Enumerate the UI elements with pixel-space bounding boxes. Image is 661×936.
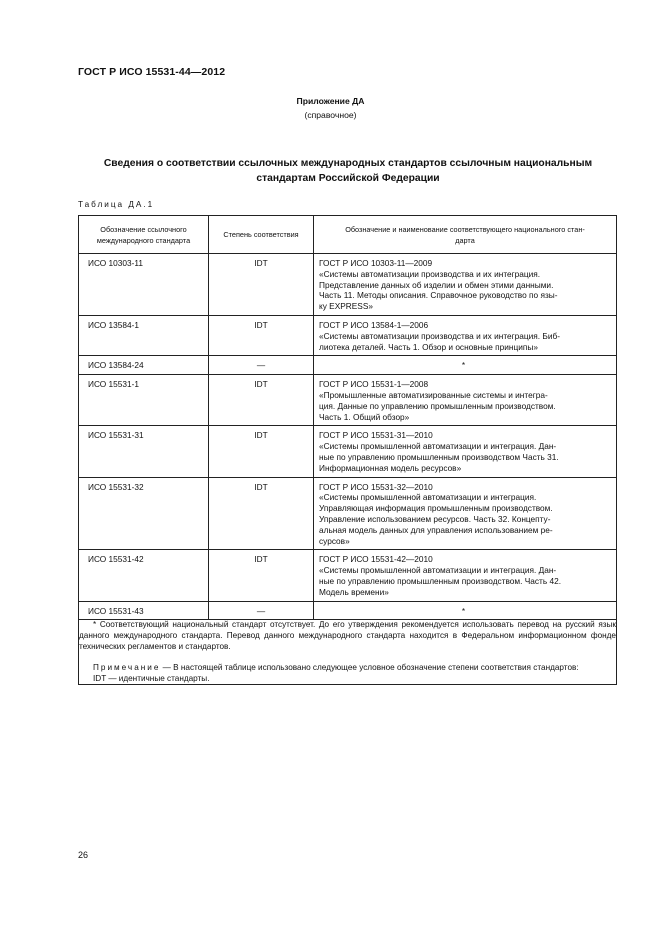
header-line: международного стандарта [96, 235, 191, 245]
text-line: Управление использованием ресурсов. Часть 32. Концепту- [319, 513, 551, 524]
cell-international-standard [79, 426, 209, 477]
table-row [79, 601, 617, 620]
text-line: Представление данных об изделии и обмен этими данными. [319, 279, 554, 290]
text-line: Модель времени» [319, 586, 389, 597]
cell-national-standard [314, 356, 617, 375]
text-line: ные по управлению промышленным производством. Часть 42. [319, 575, 561, 586]
text-line: «Системы автоматизации производства и их интеграция. Биб- [319, 330, 560, 341]
table-row [79, 254, 617, 316]
text-line: ГОСТ Р ИСО 15531-32—2010 [319, 481, 433, 492]
text-line: ГОСТ Р ИСО 15531-31—2010 [319, 430, 433, 441]
cell-international-standard [79, 375, 209, 426]
degree-value: IDT [254, 481, 268, 492]
section-heading [78, 156, 618, 186]
cell-degree [209, 375, 314, 426]
cell-international-standard [79, 477, 209, 550]
correspondence-table [78, 215, 617, 685]
document-code: ГОСТ Р ИСО 15531-44—2012 [78, 66, 226, 78]
table-footer-cell [79, 620, 617, 685]
header-cell-lines [79, 224, 208, 246]
standard-code: ИСО 15531-43 [88, 605, 144, 616]
degree-value: — [256, 605, 266, 616]
standard-code: ИСО 13584-24 [88, 360, 144, 371]
header-cell-lines [314, 224, 616, 246]
cell-degree [209, 254, 314, 316]
appendix-title: Приложение ДА [296, 96, 365, 106]
degree-value: IDT [254, 379, 268, 390]
text-line: альная модель данных для управления использованием ре- [319, 524, 553, 535]
header-line: дарта [455, 235, 475, 245]
text-line: «Системы промышленной автоматизации и интеграция. [319, 492, 537, 503]
note-label: Примечание [93, 662, 161, 672]
cell-national-standard [314, 550, 617, 601]
cell-national-standard [314, 477, 617, 550]
cell-national-standard [314, 426, 617, 477]
text-line: * [461, 605, 466, 616]
cell-international-standard [79, 550, 209, 601]
header-international-standard [79, 216, 209, 254]
text-line: лиотека деталей. Часть 1. Обзор и основные принципы» [319, 341, 538, 352]
text-line: «Системы автоматизации производства и их интеграция. [319, 268, 541, 279]
national-standard-text [314, 550, 616, 600]
cell-degree [209, 601, 314, 620]
text-line: * [461, 360, 466, 371]
header-cell-lines [209, 229, 313, 240]
cell-national-standard [314, 315, 617, 355]
standard-code: ИСО 15531-32 [88, 481, 144, 492]
appendix-subtitle: (справочное) [304, 110, 357, 120]
standard-code: ИСО 15531-31 [88, 430, 144, 441]
national-standard-text [314, 254, 616, 315]
cell-national-standard [314, 375, 617, 426]
standard-code: ИСО 10303-11 [88, 258, 143, 268]
national-standard-text [314, 478, 616, 550]
cell-degree [209, 426, 314, 477]
text-line: сурсов» [319, 535, 350, 546]
header-line: Обозначение ссылочного [100, 224, 187, 234]
table-caption: Таблица ДА.1 [78, 200, 155, 209]
degree-value: IDT [254, 554, 268, 565]
cell-degree [209, 550, 314, 601]
text-line: «Системы промышленной автоматизации и интеграция. Дан- [319, 441, 557, 452]
text-line: «Системы промышленной автоматизации и интеграция. Дан- [319, 565, 557, 576]
text-line: ку EXPRESS» [319, 301, 373, 312]
table-row [79, 550, 617, 601]
note-text: — В настоящей таблице использовано следующее условное обозначение степени соответствия стандартов: [160, 662, 579, 672]
table-row [79, 426, 617, 477]
cell-international-standard [79, 356, 209, 375]
header-line: Обозначение и наименование соответствующего национального стан- [345, 224, 585, 234]
text-line: ция. Данные по управлению промышленным производством. [319, 400, 556, 411]
degree-value: — [256, 360, 266, 371]
national-standard-text [314, 602, 616, 620]
header-national-standard [314, 216, 617, 254]
header-line: Степень соответствия [223, 230, 299, 239]
table-row [79, 315, 617, 355]
text-line: Управляющая информация промышленным производством. [319, 503, 553, 514]
heading-line-2: стандартам Российской Федерации [256, 173, 440, 184]
national-standard-text [314, 316, 616, 355]
header-degree [209, 216, 314, 254]
text-line: Часть 1. Общий обзор» [319, 411, 410, 422]
text-line: Часть 11. Методы описания. Справочное руководство по язы- [319, 290, 558, 301]
standard-code: ИСО 15531-1 [88, 379, 139, 390]
table-body [79, 254, 617, 620]
standard-code: ИСО 13584-1 [88, 319, 139, 330]
national-standard-text [314, 426, 616, 476]
cell-international-standard [79, 601, 209, 620]
text-line: «Промышленные автоматизированные системы и интегра- [319, 389, 548, 400]
heading-line-1: Сведения о соответствии ссылочных международных стандартов ссылочным национальным [103, 158, 593, 169]
text-line: ГОСТ Р ИСО 10303-11—2009 [319, 258, 433, 268]
national-standard-text [314, 356, 616, 374]
table-footer-row [79, 620, 617, 685]
text-line: Информационная модель ресурсов» [319, 462, 462, 473]
table-row [79, 477, 617, 550]
cell-degree [209, 356, 314, 375]
degree-value: IDT [254, 258, 268, 268]
cell-national-standard [314, 254, 617, 316]
table-note [79, 663, 616, 674]
note-item: IDT — идентичные стандарты. [93, 673, 210, 683]
text-line: ГОСТ Р ИСО 15531-1—2008 [319, 379, 429, 390]
text-line: ГОСТ Р ИСО 13584-1—2006 [319, 319, 429, 330]
degree-value: IDT [254, 319, 268, 330]
degree-value: IDT [254, 430, 268, 441]
table-header-row [79, 216, 617, 254]
cell-international-standard [79, 254, 209, 316]
standard-code: ИСО 15531-42 [88, 554, 144, 565]
text-line: ГОСТ Р ИСО 15531-42—2010 [319, 554, 433, 565]
cell-international-standard [79, 315, 209, 355]
cell-degree [209, 477, 314, 550]
cell-degree [209, 315, 314, 355]
cell-national-standard [314, 601, 617, 620]
text-line: ные по управлению промышленным производством Часть 31. [319, 451, 559, 462]
table-footnote: * Соответствующий национальный стандарт отсутствует. До его утверждения рекомендуется использовать перевод на русский язык данного международного стандарта. Перевод данного международного стандарта находится в Федеральном информационном фонде технических регламентов и стандартов. [79, 620, 616, 651]
table-row [79, 375, 617, 426]
table-row [79, 356, 617, 375]
page-number: 26 [78, 850, 89, 860]
national-standard-text [314, 375, 616, 425]
